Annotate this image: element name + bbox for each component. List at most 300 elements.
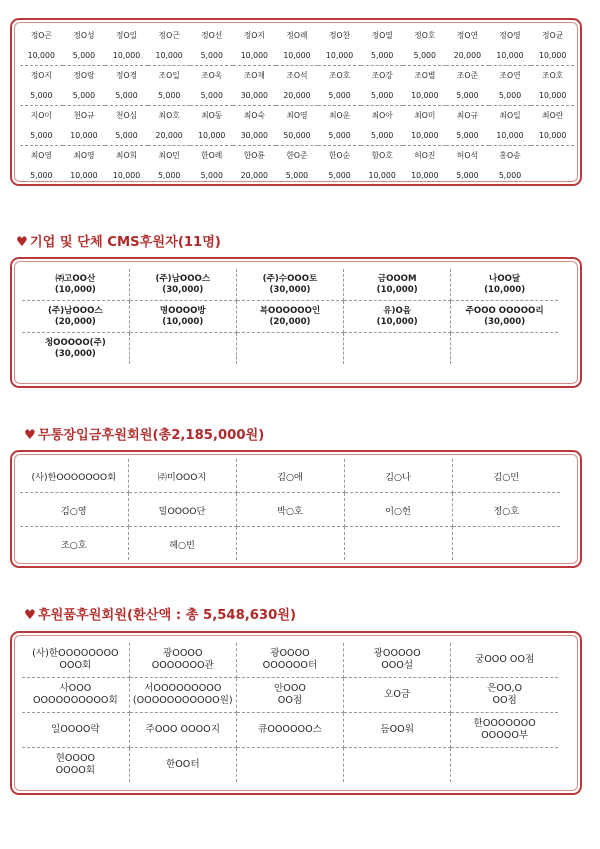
fixed-row bbox=[20, 459, 560, 493]
donor-name-cell bbox=[63, 146, 106, 166]
fixed-cell bbox=[20, 493, 128, 527]
donor-name-cell bbox=[105, 26, 148, 46]
donor-name: 정O지 bbox=[30, 71, 52, 81]
goods-donor-line: OOO설 bbox=[381, 660, 414, 671]
donor-amount-cell bbox=[361, 126, 404, 146]
donor-amount-cell bbox=[318, 126, 361, 146]
donor-amount: 5,000 bbox=[371, 50, 394, 60]
donor-name: 조O연 bbox=[499, 71, 521, 81]
cms-cell bbox=[236, 301, 343, 333]
fixed-donor-name: 김○나 bbox=[385, 471, 411, 483]
goods-donor-line: 서OOOOOOOOO bbox=[144, 683, 222, 694]
fixed-donor-name: 김○민 bbox=[493, 471, 520, 483]
fixed-cell bbox=[20, 527, 128, 561]
cms-donor-name: 청OOOOO(주) bbox=[44, 337, 106, 348]
donor-amount-cell bbox=[105, 46, 148, 66]
individual-donors-table bbox=[20, 26, 574, 185]
cms-donor-name: (주)남OOO스 bbox=[155, 273, 211, 284]
donor-name: 최O영 bbox=[30, 151, 52, 161]
donor-amount: 10,000 bbox=[112, 50, 141, 60]
fixed-donor-name: 이○헌 bbox=[385, 505, 411, 517]
goods-donor-line: OOOOOO터 bbox=[262, 660, 318, 671]
fixed-section-heading bbox=[24, 424, 264, 443]
donor-amount: 5,000 bbox=[456, 90, 479, 100]
goods-donor-line: 사OOO bbox=[59, 683, 92, 694]
donor-amount: 5,000 bbox=[200, 50, 223, 60]
fixed-donor-name: 김○애 bbox=[277, 471, 303, 483]
donor-amount: 5,000 bbox=[72, 90, 96, 100]
cms-cell bbox=[22, 269, 129, 301]
donor-name-cell bbox=[403, 66, 446, 86]
donor-amount: 10,000 bbox=[496, 50, 524, 60]
goods-row bbox=[22, 678, 558, 713]
donor-amount: 10,000 bbox=[155, 50, 183, 60]
donor-name: 최O숙 bbox=[243, 111, 265, 121]
donor-name: 정O근 bbox=[158, 31, 180, 41]
donor-name: 정O선 bbox=[201, 31, 223, 41]
donor-name: 조O호 bbox=[328, 71, 351, 81]
cms-donor-amount: (10,000) bbox=[376, 284, 418, 295]
donor-amount-cell bbox=[489, 166, 532, 186]
goods-cell bbox=[236, 713, 343, 748]
donor-amount-cell bbox=[190, 126, 233, 146]
donor-name-cell bbox=[190, 106, 233, 126]
donor-amount-cell bbox=[148, 46, 191, 66]
donor-amount: 5,000 bbox=[328, 90, 351, 100]
donor-name: 정O연 bbox=[456, 31, 478, 41]
donor-name-cell bbox=[276, 26, 319, 46]
donor-name-cell bbox=[233, 106, 276, 126]
donor-amount-cell bbox=[489, 46, 532, 66]
cms-row bbox=[22, 301, 558, 333]
donor-name: 천O규 bbox=[73, 111, 95, 121]
cms-heading-text: 기업 및 단체 CMS후원자(11명) bbox=[29, 235, 221, 250]
donor-name-cell bbox=[276, 66, 319, 86]
donor-amount-cell bbox=[233, 126, 276, 146]
goods-donor-line: 듬OO워 bbox=[380, 724, 414, 735]
goods-cell bbox=[22, 713, 129, 748]
cms-donor-name: (주)남OOO스 bbox=[48, 305, 103, 316]
cms-donor-name: 명OOOO방 bbox=[159, 305, 206, 316]
donor-amount-cell bbox=[233, 86, 276, 106]
donor-amount: 5,000 bbox=[328, 170, 351, 180]
cms-cell bbox=[451, 301, 558, 333]
donor-amount: 10,000 bbox=[240, 50, 268, 60]
donor-amount-cell bbox=[20, 126, 63, 146]
donor-name-cell bbox=[361, 66, 404, 86]
donor-name: 최O란 bbox=[542, 111, 564, 121]
cms-cell bbox=[129, 301, 236, 333]
donor-amount: 10,000 bbox=[539, 50, 567, 60]
donor-amount-cell bbox=[403, 166, 446, 186]
fixed-donors-table bbox=[20, 459, 560, 560]
donor-amount-cell bbox=[233, 46, 276, 66]
donor-name-cell bbox=[403, 106, 446, 126]
donor-name: 조O재 bbox=[243, 71, 265, 81]
donor-amount-cell bbox=[361, 86, 404, 106]
donor-amount: 5,000 bbox=[30, 90, 53, 100]
donor-amount: 5,000 bbox=[115, 130, 138, 140]
cms-donor-amount: (20,000) bbox=[269, 316, 311, 327]
cms-donor-amount: (30,000) bbox=[54, 348, 96, 359]
donor-amount: 5,000 bbox=[157, 90, 181, 100]
donor-name: 최O민 bbox=[158, 151, 180, 161]
donor-name-row bbox=[20, 106, 574, 126]
heart-icon: ♥ bbox=[24, 608, 36, 623]
donor-name: 최O미 bbox=[414, 111, 436, 121]
donor-amount-cell bbox=[276, 166, 319, 186]
donor-name: 정O호 bbox=[414, 31, 436, 41]
donor-amount-cell bbox=[63, 126, 106, 146]
donor-amount-cell bbox=[190, 166, 233, 186]
donor-amount-cell bbox=[531, 46, 574, 66]
donor-name-cell bbox=[531, 26, 574, 46]
donor-amount: 5,000 bbox=[498, 90, 522, 100]
donor-name-cell bbox=[318, 26, 361, 46]
donor-name: 천O심 bbox=[115, 111, 138, 121]
donor-name-cell bbox=[361, 146, 404, 166]
goods-cell bbox=[22, 678, 129, 713]
donor-amount-cell bbox=[105, 126, 148, 146]
donor-amount-cell bbox=[403, 86, 446, 106]
donor-name-cell bbox=[276, 146, 319, 166]
fixed-cell bbox=[236, 527, 344, 561]
donor-amount: 50,000 bbox=[283, 130, 311, 140]
donor-amount-cell bbox=[105, 166, 148, 186]
cms-row bbox=[22, 333, 558, 365]
donor-name-cell bbox=[105, 66, 148, 86]
donor-amount-cell bbox=[20, 166, 63, 186]
fixed-cell bbox=[128, 493, 236, 527]
goods-donor-line: 광OOOOO bbox=[373, 648, 421, 659]
donor-amount-cell bbox=[148, 166, 191, 186]
donor-amount-cell bbox=[403, 126, 446, 146]
donor-name: 최O영 bbox=[73, 151, 95, 161]
goods-cell bbox=[344, 643, 451, 678]
donor-name-cell bbox=[318, 146, 361, 166]
goods-cell bbox=[451, 678, 558, 713]
fixed-donor-name: 김○영 bbox=[60, 505, 87, 517]
donor-name-cell bbox=[20, 26, 63, 46]
donor-amount-cell bbox=[531, 126, 574, 146]
cms-cell bbox=[344, 301, 451, 333]
donor-name: 함O호 bbox=[371, 151, 393, 161]
donor-name-cell bbox=[63, 106, 106, 126]
donor-amount-cell bbox=[20, 86, 63, 106]
fixed-cell bbox=[20, 459, 128, 493]
donor-name: 허O진 bbox=[414, 151, 436, 161]
donor-amount-cell bbox=[148, 86, 191, 106]
donor-name: 정O열 bbox=[371, 31, 393, 41]
donor-amount: 5,000 bbox=[30, 130, 53, 140]
cms-donor-name: (주)수OOO토 bbox=[262, 273, 318, 284]
goods-cell bbox=[344, 713, 451, 748]
fixed-row bbox=[20, 493, 560, 527]
donor-amount: 10,000 bbox=[112, 170, 141, 180]
donor-amount-cell bbox=[105, 86, 148, 106]
goods-cell bbox=[236, 643, 343, 678]
donor-amount: 10,000 bbox=[496, 130, 524, 140]
donor-name-cell bbox=[531, 66, 574, 86]
donor-name-cell bbox=[318, 66, 361, 86]
cms-cell bbox=[22, 333, 129, 365]
goods-row bbox=[22, 748, 558, 783]
donor-amount: 5,000 bbox=[371, 90, 394, 100]
donor-amount: 20,000 bbox=[453, 50, 482, 60]
cms-donor-name: ㈜고OO산 bbox=[55, 273, 96, 284]
donor-name: 최O일 bbox=[499, 111, 521, 121]
goods-donors-table bbox=[22, 643, 558, 782]
fixed-donors-box bbox=[10, 450, 582, 568]
donor-amount: 10,000 bbox=[411, 130, 439, 140]
donor-amount: 5,000 bbox=[200, 170, 223, 180]
donor-name: 정O지 bbox=[243, 31, 265, 41]
donor-name: 정O경 bbox=[115, 71, 138, 81]
cms-cell bbox=[129, 269, 236, 301]
donor-name-cell bbox=[531, 146, 574, 166]
donor-name-cell bbox=[361, 26, 404, 46]
cms-cell bbox=[344, 333, 451, 365]
donor-amount-cell bbox=[190, 46, 233, 66]
goods-donor-line: 한OO터 bbox=[165, 759, 200, 770]
donor-amount: 5,000 bbox=[328, 130, 351, 140]
goods-cell bbox=[344, 748, 451, 783]
donor-name: 한O룡 bbox=[243, 151, 265, 161]
donor-amount-cell bbox=[361, 166, 404, 186]
fixed-cell bbox=[452, 493, 560, 527]
donor-name-row bbox=[20, 146, 574, 166]
goods-donor-line: OOOO회 bbox=[55, 765, 96, 776]
goods-donor-line: 은OO,O bbox=[487, 683, 523, 694]
donor-amount: 5,000 bbox=[456, 170, 479, 180]
donor-name-cell bbox=[20, 66, 63, 86]
donor-amount-cell bbox=[531, 166, 574, 186]
goods-cell bbox=[451, 713, 558, 748]
goods-cell bbox=[129, 678, 236, 713]
donor-name-cell bbox=[446, 106, 489, 126]
donor-amount: 5,000 bbox=[157, 170, 181, 180]
goods-donor-line: OOOOOOO관 bbox=[151, 660, 214, 671]
donor-amount: 10,000 bbox=[411, 170, 439, 180]
donor-amount: 10,000 bbox=[70, 130, 98, 140]
goods-donor-line: OOO회 bbox=[59, 660, 92, 671]
donor-name: 조O준 bbox=[456, 71, 478, 81]
donor-name: 최O규 bbox=[456, 111, 478, 121]
fixed-donor-name: (사)한OOOOOOO회 bbox=[31, 471, 116, 483]
donor-amount: 5,000 bbox=[200, 90, 223, 100]
fixed-cell bbox=[344, 493, 452, 527]
goods-heading-text: 후원품후원회원(환산액 : 총 5,548,630원) bbox=[37, 608, 297, 623]
donor-name-cell bbox=[489, 66, 532, 86]
donor-amount-cell bbox=[276, 126, 319, 146]
donor-amount-cell bbox=[489, 86, 532, 106]
goods-donor-line: 큐OOOOOO스 bbox=[258, 724, 322, 735]
goods-cell bbox=[236, 678, 343, 713]
donor-name: 조O호 bbox=[542, 71, 564, 81]
donor-name: 정O찬 bbox=[328, 31, 351, 41]
goods-donor-line: 안OOO bbox=[274, 683, 306, 694]
donor-amount-cell bbox=[20, 46, 63, 66]
cms-donor-amount: (20,000) bbox=[54, 316, 96, 327]
donor-name-cell bbox=[105, 146, 148, 166]
donor-amount: 30,000 bbox=[240, 90, 268, 100]
donor-amount: 20,000 bbox=[240, 170, 268, 180]
goods-cell bbox=[236, 748, 343, 783]
donor-name: 조O석 bbox=[286, 71, 308, 81]
donor-amount-row bbox=[20, 46, 574, 66]
cms-cell bbox=[236, 333, 343, 365]
cms-cell bbox=[22, 301, 129, 333]
donor-amount-cell bbox=[233, 166, 276, 186]
cms-section-heading bbox=[16, 231, 221, 250]
donor-amount: 10,000 bbox=[198, 130, 226, 140]
cms-row bbox=[22, 269, 558, 301]
donor-amount: 10,000 bbox=[283, 50, 311, 60]
fixed-donor-name: ㈜미OOO지 bbox=[157, 471, 207, 483]
donor-amount: 5,000 bbox=[30, 170, 53, 180]
donor-name-cell bbox=[190, 146, 233, 166]
donor-amount: 5,000 bbox=[115, 90, 138, 100]
donor-amount-cell bbox=[63, 46, 106, 66]
donor-name-row bbox=[20, 66, 574, 86]
donor-amount: 10,000 bbox=[411, 90, 439, 100]
donor-amount-cell bbox=[446, 86, 489, 106]
donor-amount-row bbox=[20, 126, 574, 146]
fixed-donor-name: 밀OOOO단 bbox=[158, 505, 206, 517]
donor-name-cell bbox=[233, 146, 276, 166]
donor-amount-cell bbox=[403, 46, 446, 66]
donor-name-cell bbox=[105, 106, 148, 126]
fixed-cell bbox=[452, 459, 560, 493]
donor-amount-cell bbox=[446, 166, 489, 186]
donor-name-cell bbox=[148, 66, 191, 86]
goods-donor-line: 한OOOOOOO bbox=[473, 718, 536, 729]
donor-name: 한O준 bbox=[286, 151, 308, 161]
cms-donor-amount: (10,000) bbox=[376, 316, 418, 327]
donor-amount: 10,000 bbox=[539, 90, 567, 100]
donor-amount-cell bbox=[446, 46, 489, 66]
goods-donor-line: OO점 bbox=[492, 695, 517, 706]
cms-cell bbox=[451, 333, 558, 365]
donor-name: 정O영 bbox=[499, 31, 521, 41]
donor-name-cell bbox=[446, 26, 489, 46]
donor-name: 조O일 bbox=[158, 71, 180, 81]
fixed-cell bbox=[236, 493, 344, 527]
donor-name: 한O순 bbox=[328, 151, 351, 161]
donor-amount: 5,000 bbox=[498, 170, 522, 180]
donor-name: 최O아 bbox=[371, 111, 393, 121]
donor-name: 조O옥 bbox=[201, 71, 223, 81]
donor-name: 정O일 bbox=[115, 31, 138, 41]
fixed-cell bbox=[344, 459, 452, 493]
goods-cell bbox=[344, 678, 451, 713]
heart-icon: ♥ bbox=[24, 428, 36, 443]
cms-donor-amount: (10,000) bbox=[54, 284, 96, 295]
donor-name-cell bbox=[20, 106, 63, 126]
goods-donor-line: 광OOOO bbox=[270, 648, 310, 659]
goods-donor-line: OOOOOOOOOO회 bbox=[32, 695, 118, 706]
goods-cell bbox=[129, 713, 236, 748]
goods-cell bbox=[451, 643, 558, 678]
donor-amount-cell bbox=[446, 126, 489, 146]
donor-name: 최O희 bbox=[115, 151, 138, 161]
donor-name: 최O운 bbox=[328, 111, 351, 121]
cms-donor-name: 복OOOOOO인 bbox=[259, 305, 321, 316]
donor-name-cell bbox=[190, 66, 233, 86]
donor-amount: 5,000 bbox=[371, 130, 394, 140]
fixed-row bbox=[20, 527, 560, 561]
cms-cell bbox=[236, 269, 343, 301]
fixed-donor-name: 헤○빈 bbox=[169, 539, 195, 551]
donor-amount: 20,000 bbox=[155, 130, 183, 140]
donor-name-cell bbox=[489, 106, 532, 126]
donor-amount-cell bbox=[531, 86, 574, 106]
donor-name-cell bbox=[233, 26, 276, 46]
donor-amount: 10,000 bbox=[70, 170, 98, 180]
individual-donors-box bbox=[10, 18, 582, 186]
donor-name: 최O동 bbox=[201, 111, 223, 121]
donor-amount-cell bbox=[276, 86, 319, 106]
goods-donor-line: 일OOOO락 bbox=[50, 724, 100, 735]
fixed-donor-name: 정○호 bbox=[493, 505, 520, 517]
goods-donor-line: OO점 bbox=[277, 695, 303, 706]
fixed-cell bbox=[344, 527, 452, 561]
donor-name: 조O강 bbox=[371, 71, 393, 81]
cms-cell bbox=[451, 269, 558, 301]
goods-row bbox=[22, 643, 558, 678]
donor-amount: 5,000 bbox=[456, 130, 479, 140]
goods-donor-line: 광OOOO bbox=[163, 648, 203, 659]
goods-donor-line: OOOOO부 bbox=[481, 730, 529, 741]
donor-amount: 5,000 bbox=[72, 50, 96, 60]
fixed-donor-name: 박○호 bbox=[277, 505, 303, 517]
donor-name-cell bbox=[276, 106, 319, 126]
goods-cell bbox=[22, 748, 129, 783]
goods-section-heading bbox=[24, 604, 296, 623]
cms-donor-name: 주OOO OOOOO리 bbox=[465, 305, 544, 316]
donor-name: 정O랑 bbox=[73, 71, 95, 81]
goods-cell bbox=[22, 643, 129, 678]
fixed-cell bbox=[452, 527, 560, 561]
fixed-heading-text: 무통장입금후원회원(총2,185,000원) bbox=[37, 428, 265, 443]
donor-amount-cell bbox=[489, 126, 532, 146]
cms-cell bbox=[344, 269, 451, 301]
donor-name: 홍O송 bbox=[499, 151, 521, 161]
donor-name-cell bbox=[63, 66, 106, 86]
donor-amount: 10,000 bbox=[325, 50, 354, 60]
donor-name-row bbox=[20, 26, 574, 46]
donor-name: 조O별 bbox=[414, 71, 436, 81]
donor-name-cell bbox=[531, 106, 574, 126]
goods-cell bbox=[451, 748, 558, 783]
donor-amount-cell bbox=[63, 166, 106, 186]
donor-amount: 5,000 bbox=[285, 170, 309, 180]
donor-name: 정O성 bbox=[73, 31, 95, 41]
cms-donor-name: 유)O음 bbox=[383, 305, 412, 316]
cms-donors-table bbox=[22, 269, 558, 364]
donor-name-cell bbox=[63, 26, 106, 46]
donor-name-cell bbox=[446, 66, 489, 86]
donor-amount: 5,000 bbox=[413, 50, 436, 60]
donor-amount-cell bbox=[361, 46, 404, 66]
donor-name-cell bbox=[20, 146, 63, 166]
cms-donor-name: 금OOOM bbox=[377, 273, 417, 284]
donor-name-cell bbox=[148, 26, 191, 46]
donor-name-cell bbox=[403, 146, 446, 166]
donor-amount-cell bbox=[318, 46, 361, 66]
cms-donor-amount: (30,000) bbox=[269, 284, 311, 295]
cms-donor-amount: (30,000) bbox=[484, 316, 526, 327]
